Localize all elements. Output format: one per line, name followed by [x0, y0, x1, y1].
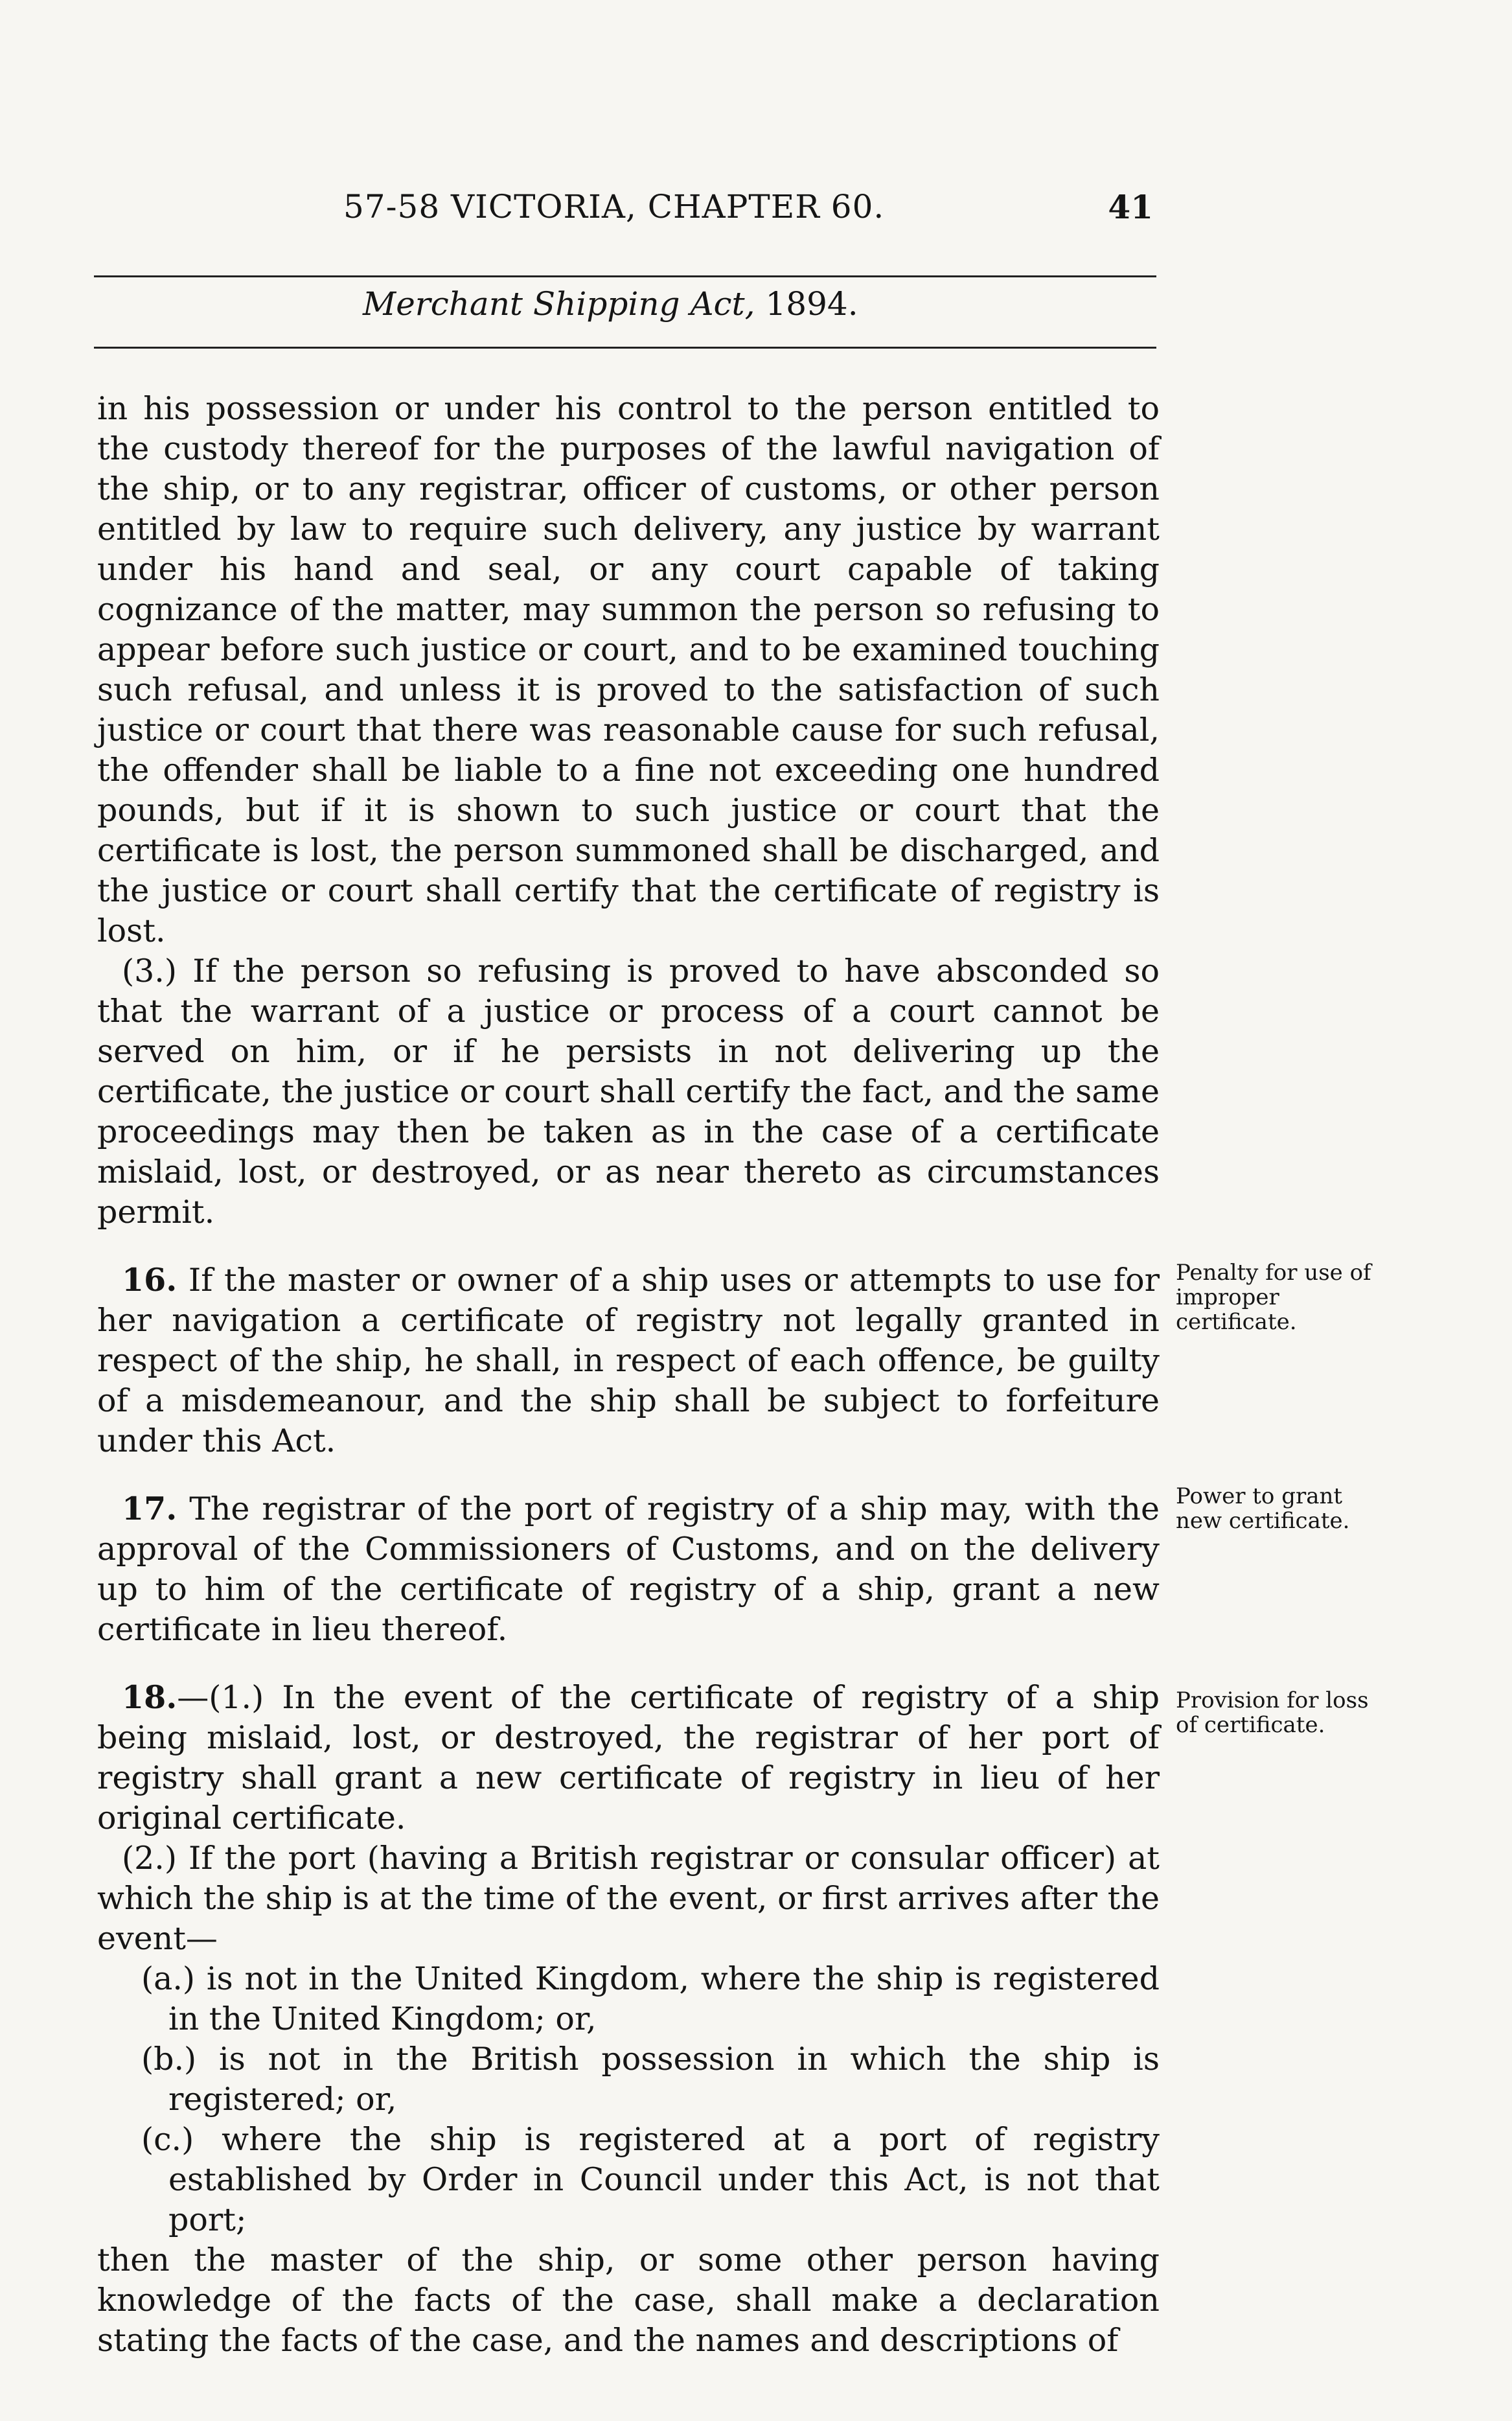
section-18-item-c: (c.) where the ship is registered at a port of registry established by Order in Council under this Act, is not that port; — [141, 2121, 1160, 2238]
section-18-subsection-2: (2.) If the port (having a British registrar or consular officer) at which the ship is at the time of the event, or first arrives after the event— — [97, 1840, 1160, 1957]
section-16-number: 16. — [122, 1261, 178, 1299]
section-17 — [97, 1489, 1160, 1650]
section-18 — [97, 1677, 1160, 1838]
margin-note-section-16: Penalty for use of improper certificate. — [1176, 1260, 1371, 1335]
act-title: 57-58 VICTORIA, CHAPTER 60. — [343, 188, 885, 226]
page-subtitle — [363, 285, 858, 323]
section-18-number: 18. — [122, 1678, 178, 1716]
section-16-text: If the master or owner of a ship uses or attempts to use for her navigation a certificate of registry not legally granted in respect of the ship, he shall, in respect of each offence, be guilty of a misdemeanour, and the ship shall be subject to forfeiture under this Act. — [97, 1262, 1160, 1459]
paragraph-continuation: in his possession or under his control to the person entitled to the custody thereof for the purposes of the lawful navigation of the ship, or to any registrar, officer of customs, or other person entitled by law to require such delivery, any justice by warrant under his hand and seal, or any court capable of taking cognizance of the matter, may summon the person so refusing to appear before such justice or court, and to be examined touching such refusal, and unless it is proved to the satisfaction of such justice or court that there was reasonable cause for such refusal, the offender shall be liable to a fine not exceeding one hundred pounds, but if it is shown to such justice or court that the certificate is lost, the person summoned shall be discharged, and the justice or court shall certify that the certificate of registry is lost. — [97, 390, 1160, 949]
section-16 — [97, 1260, 1160, 1461]
subtitle-year: 1894. — [765, 285, 858, 323]
section-18-item-b: (b.) is not in the British possession in which the ship is registered; or, — [141, 2041, 1160, 2118]
section-17-number: 17. — [122, 1490, 178, 1527]
section-18-text: —(1.) In the event of the certificate of registry of a ship being mislaid, lost, or destroyed, the registrar of her port of registry shall grant a new certificate of registry in lieu of her original certificate. — [97, 1679, 1160, 1836]
margin-note-section-17: Power to grant new certificate. — [1176, 1483, 1350, 1534]
header-rule-top — [94, 275, 1156, 277]
section-17-text: The registrar of the port of registry of a ship may, with the approval of the Commissioners of Customs, and on the delivery up to him of the certificate of registry of a ship, grant a new certificate in lieu thereof. — [97, 1490, 1160, 1648]
section-18-item-a: (a.) is not in the United Kingdom, where the ship is registered in the United Kingdom; or, — [141, 1960, 1160, 2037]
page-number: 41 — [1108, 188, 1153, 226]
subtitle-act-name: Merchant Shipping Act, — [363, 285, 755, 323]
subsection-3: (3.) If the person so refusing is proved to have absconded so that the warrant of a justice or process of a court cannot be served on him, or if he persists in not delivering up the certificate, the justice or court shall certify the fact, and the same proceedings may then be taken as in the case of a certificate mislaid, lost, or destroyed, or as near thereto as circumstances permit. — [97, 953, 1160, 1231]
margin-note-section-18: Provision for loss of certificate. — [1176, 1687, 1369, 1738]
body-text — [97, 389, 1160, 2361]
header-rule-bottom — [94, 347, 1156, 349]
section-18-continuation: then the master of the ship, or some other person having knowledge of the facts of the case, shall make a declaration stating the facts of the case, and the names and descriptions of — [97, 2241, 1160, 2359]
